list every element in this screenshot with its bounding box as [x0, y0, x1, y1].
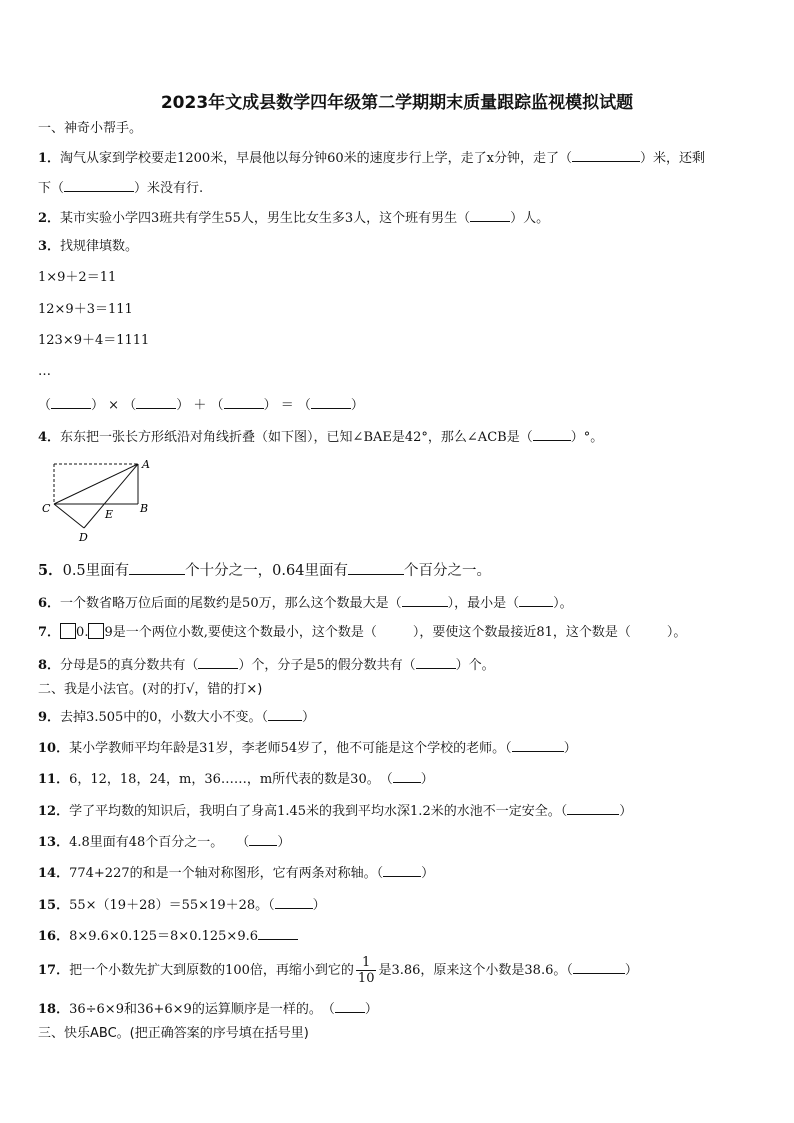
question-text: 某市实验小学四3班共有学生55人，男生比女生多3人，这个班有男生（	[60, 211, 471, 226]
question-number: 6．	[38, 596, 61, 611]
question-text: 0.	[76, 625, 89, 640]
question-text: ），要使这个数最接近81，这个数是（	[412, 625, 631, 640]
question-8	[38, 655, 495, 674]
question-text: 找规律填数。	[60, 239, 139, 254]
question-13	[38, 832, 290, 851]
question-number: 4．	[38, 430, 61, 445]
question-11	[38, 769, 434, 788]
question-text: 4.8里面有48个百分之一。 （	[69, 835, 250, 850]
paren-open: （	[210, 398, 224, 413]
fraction-denominator: 10	[357, 971, 375, 986]
pattern-line-2: 12×9＋3＝111	[38, 302, 133, 317]
question-text: 774+227的和是一个轴对称图形，它有两条对称轴。（	[69, 866, 384, 881]
question-text: ）	[312, 898, 326, 913]
question-number: 5．	[38, 562, 63, 579]
pattern-ellipsis: …	[38, 364, 51, 379]
question-text: 淘气从家到学校要走1200米，早晨他以每分钟60米的速度步行上学，走了x分钟，走了（	[60, 151, 573, 166]
answer-blank[interactable]	[258, 926, 298, 940]
question-text: ）	[624, 963, 638, 978]
answer-blank[interactable]	[335, 999, 365, 1013]
question-1-continued	[38, 178, 203, 197]
question-text: 一个数省略万位后面的尾数约是50万，那么这个数最大是（	[60, 596, 402, 611]
answer-blank[interactable]	[470, 208, 510, 222]
question-text: ）°。	[570, 430, 604, 445]
question-text: ），最小是（	[447, 596, 520, 611]
paren-close: ）	[350, 398, 364, 413]
question-text: ）	[302, 710, 316, 725]
question-text: 某小学教师平均年龄是31岁，李老师54岁了，他不可能是这个学校的老师。（	[69, 741, 512, 756]
question-number: 3．	[38, 239, 61, 254]
answer-blank[interactable]	[519, 593, 553, 607]
page-title: 2023年文成县数学四年级第二学期期末质量跟踪监视模拟试题	[160, 93, 634, 113]
question-number: 8．	[38, 658, 61, 673]
answer-blank[interactable]	[224, 395, 264, 409]
question-text: 36÷6×9和36+6×9的运算顺序是一样的。 （	[69, 1002, 335, 1017]
question-text: ）米没有行.	[134, 181, 204, 196]
question-text: ）米，还剩	[640, 151, 706, 166]
paren-open: （	[38, 398, 52, 413]
label-a: A	[142, 458, 150, 471]
digit-box[interactable]	[88, 623, 104, 639]
question-text: ）	[277, 835, 291, 850]
equals-sign: ＝	[280, 398, 294, 413]
question-number: 15．	[38, 898, 70, 913]
question-15	[38, 895, 326, 914]
folded-rectangle-figure	[38, 452, 158, 542]
answer-blank[interactable]	[348, 561, 404, 575]
question-14	[38, 863, 434, 882]
question-text: 是3.86，原来这个小数是38.6。（	[378, 963, 573, 978]
question-number: 11．	[38, 772, 70, 787]
question-text: 9是一个两位小数,要使这个数最小，这个数是（	[104, 625, 377, 640]
answer-blank[interactable]	[512, 738, 564, 752]
answer-blank[interactable]	[136, 395, 176, 409]
question-text: ）	[364, 1002, 378, 1017]
digit-box[interactable]	[60, 623, 76, 639]
question-9	[38, 707, 315, 726]
plus-sign: ＋	[193, 398, 207, 413]
paren-open: （	[123, 398, 137, 413]
question-12	[38, 801, 632, 820]
question-number: 10．	[38, 741, 70, 756]
question-6	[38, 593, 573, 612]
question-text: 8×9.6×0.125＝8×0.125×9.6	[69, 929, 258, 944]
question-16	[38, 926, 298, 945]
question-text: 个十分之一，0.64里面有	[185, 563, 348, 579]
question-text: ）个。	[455, 658, 495, 673]
answer-blank[interactable]	[275, 895, 313, 909]
question-number: 9．	[38, 710, 61, 725]
question-number: 2．	[38, 211, 61, 226]
question-5	[38, 561, 491, 579]
question-text: ）	[420, 772, 434, 787]
fraction-one-tenth	[356, 955, 377, 986]
answer-blank[interactable]	[393, 769, 421, 783]
section-heading-1: 一、神奇小帮手。	[38, 121, 143, 136]
answer-blank[interactable]	[533, 427, 571, 441]
times-sign: ×	[108, 398, 120, 413]
answer-blank[interactable]	[198, 655, 238, 669]
label-c: C	[42, 502, 51, 515]
answer-blank[interactable]	[383, 863, 421, 877]
paren-close: ）	[176, 398, 190, 413]
answer-blank[interactable]	[402, 593, 448, 607]
question-text: ）。	[553, 596, 573, 611]
question-text: ）	[619, 804, 633, 819]
pattern-line-3: 123×9＋4＝1111	[38, 333, 150, 348]
answer-blank[interactable]	[416, 655, 456, 669]
question-number: 1．	[38, 151, 61, 166]
question-text: ）	[563, 741, 577, 756]
pattern-answer-row	[38, 395, 364, 414]
question-number: 12．	[38, 804, 70, 819]
question-number: 16．	[38, 929, 70, 944]
answer-blank[interactable]	[567, 801, 619, 815]
question-17	[38, 955, 638, 986]
question-text: 55×（19＋28）＝55×19＋28。（	[69, 898, 275, 913]
section-heading-2: 二、我是小法官。(对的打√，错的打×)	[38, 682, 263, 697]
answer-blank[interactable]	[129, 561, 185, 575]
question-10	[38, 738, 577, 757]
label-d: D	[79, 531, 88, 542]
question-number: 14．	[38, 866, 70, 881]
question-18	[38, 999, 378, 1018]
question-2	[38, 208, 549, 227]
label-e: E	[105, 508, 114, 521]
answer-blank[interactable]	[572, 148, 640, 162]
answer-blank[interactable]	[249, 832, 277, 846]
answer-blank[interactable]	[268, 707, 302, 721]
answer-blank[interactable]	[311, 395, 351, 409]
question-text: ）个，分子是5的假分数共有（	[238, 658, 416, 673]
question-4	[38, 427, 603, 446]
paren-close: ）	[91, 398, 105, 413]
question-text: 0.5里面有	[62, 563, 130, 579]
question-text: 去掉3.505中的0，小数大小不变。（	[60, 710, 269, 725]
question-7	[38, 623, 686, 641]
pattern-line-1: 1×9＋2＝11	[38, 270, 117, 285]
question-text: 学了平均数的知识后，我明白了身高1.45米的我到平均水深1.2米的水池不一定安全。（	[69, 804, 568, 819]
question-text: 个百分之一。	[403, 563, 491, 579]
fraction-numerator: 1	[356, 955, 377, 971]
question-text: ）	[421, 866, 435, 881]
question-text: 东东把一张长方形纸沿对角线折叠（如下图），已知∠BAE是42°，那么∠ACB是（	[60, 430, 533, 445]
question-number: 7．	[38, 625, 61, 640]
paren-open: （	[297, 398, 311, 413]
question-number: 18．	[38, 1002, 70, 1017]
answer-blank[interactable]	[573, 960, 625, 974]
question-3	[38, 239, 138, 255]
question-number: 13．	[38, 835, 70, 850]
answer-blank[interactable]	[51, 395, 91, 409]
label-b: B	[140, 502, 149, 515]
question-text: 6，12，18，24，m，36……，m所代表的数是30。 （	[69, 772, 393, 787]
question-text: ）。	[666, 625, 687, 640]
question-text: ）人。	[510, 211, 550, 226]
question-number: 17．	[38, 963, 70, 978]
question-1	[38, 148, 705, 167]
paren-close: ）	[263, 398, 277, 413]
section-heading-3: 三、快乐ABC。(把正确答案的序号填在括号里)	[38, 1026, 309, 1041]
question-text: 分母是5的真分数共有（	[60, 658, 199, 673]
answer-blank[interactable]	[64, 178, 134, 192]
question-text: 下（	[38, 181, 65, 196]
question-text: 把一个小数先扩大到原数的100倍，再缩小到它的	[69, 963, 354, 978]
